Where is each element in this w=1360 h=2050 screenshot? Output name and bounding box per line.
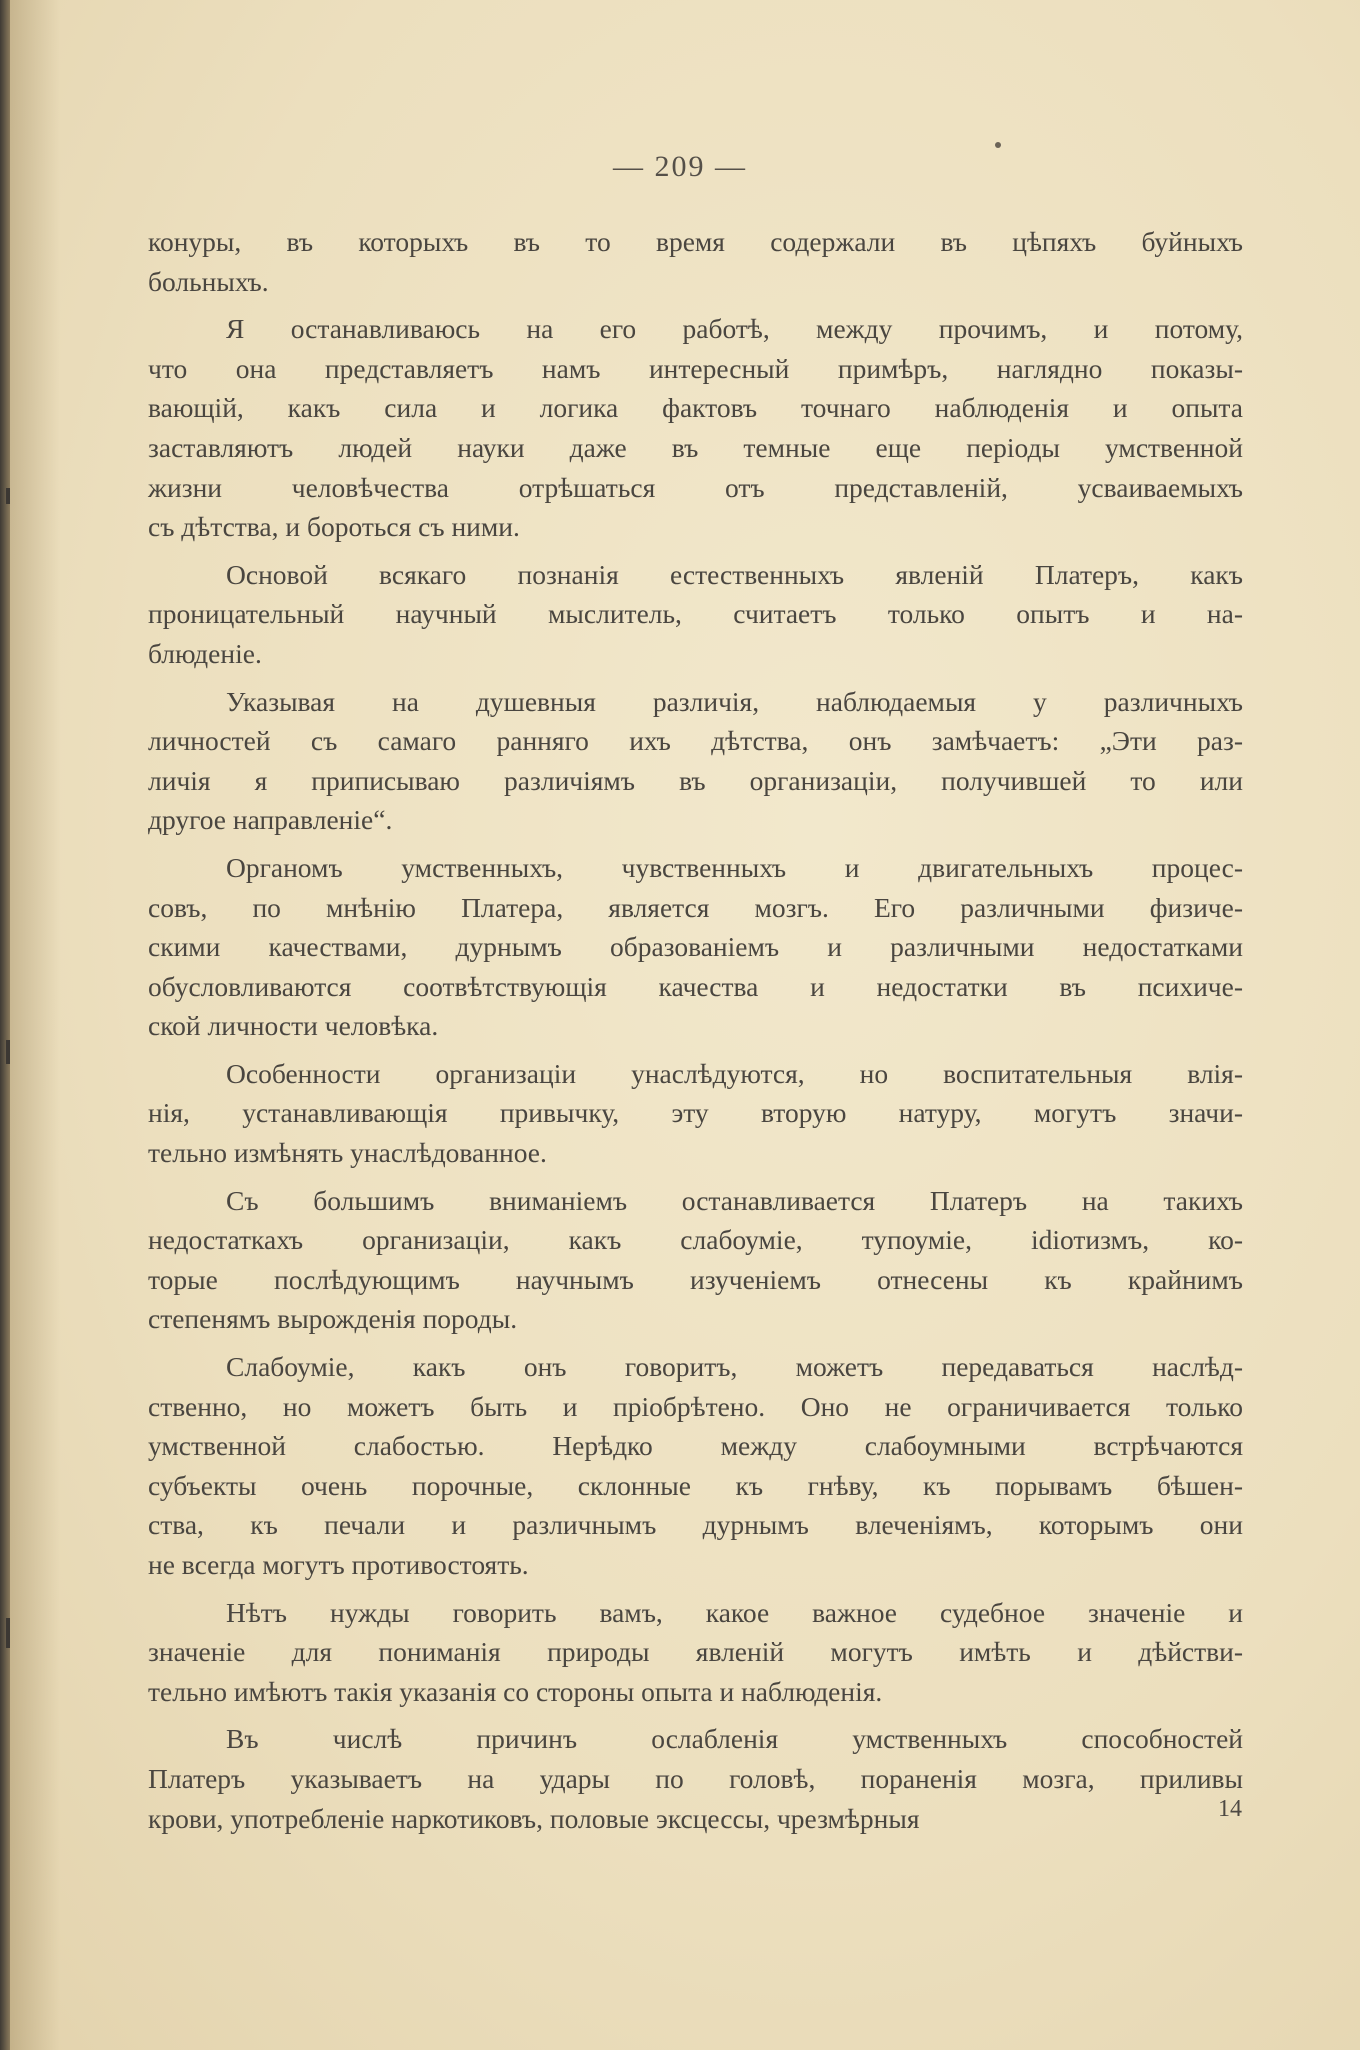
paragraph [148,555,1243,674]
margin-mark [6,1040,10,1064]
text-line: Нѣтъ нужды говорить вамъ, какое важное судебное значеніе и [226,1596,1243,1628]
text-line: обусловливаются соотвѣтствующія качества и недостатки въ психиче- [148,970,1243,1002]
paragraph-gap [148,1711,1243,1719]
paragraph-gap [148,840,1243,848]
text-line: блюденіе. [148,637,262,669]
paragraph [148,1347,1243,1585]
paragraph [148,1181,1243,1339]
text-line: съ дѣтства, и бороться съ ними. [148,511,520,543]
text-line: степенямъ вырожденія породы. [148,1303,518,1335]
binding-edge [0,0,10,2050]
text-line: торые послѣдующимъ научнымъ изученіемъ отнесены къ крайнимъ [148,1263,1243,1295]
paragraph-gap [148,1339,1243,1347]
text-line: недостаткахъ организаціи, какъ слабоуміе, тупоуміе, idiотизмъ, ко- [148,1224,1243,1256]
text-line: личностей съ самаго ранняго ихъ дѣтства, онъ замѣчаетъ: „Эти раз- [148,725,1243,757]
paragraph [148,1593,1243,1712]
text-line: заставляютъ людей науки даже въ темные еще періоды умственной [148,431,1243,463]
paragraph-gap [148,1046,1243,1054]
ink-spot [995,142,1001,148]
paragraph-gap [148,301,1243,309]
text-line: крови, употребленіе наркотиковъ, половые эксцессы, чрезмѣрныя [148,1802,920,1834]
text-line: Платеръ указываетъ на удары по головѣ, пораненія мозга, приливы [148,1762,1243,1794]
text-line: жизни человѣчества отрѣшаться отъ представленій, усваиваемыхъ [148,471,1243,503]
text-line: Основой всякаго познанія естественныхъ явленій Платеръ, какъ [226,558,1243,590]
text-line: тельно измѣнять унаслѣдованное. [148,1137,547,1169]
paragraph [148,222,1243,301]
printer-signature-mark: 14 [1218,1796,1242,1822]
paragraph [148,309,1243,547]
text-line: субъекты очень порочные, склонные къ гнѣву, къ порывамъ бѣшен- [148,1469,1243,1501]
text-line: ственно, но можетъ быть и пріобрѣтено. Оно не ограничивается только [148,1390,1243,1422]
paragraph [148,1719,1243,1838]
text-line: совъ, по мнѣнію Платера, является мозгъ. Его различными физиче- [148,891,1243,923]
paragraph [148,682,1243,840]
text-line: ской личности человѣка. [148,1010,439,1042]
text-line: больныхъ. [148,265,269,297]
page-number-header: — 209 — [613,150,747,183]
paragraph-gap [148,674,1243,682]
text-line: не всегда могутъ противостоять. [148,1549,529,1580]
body-text [148,222,1243,1838]
text-line: Указывая на душевныя различія, наблюдаемыя у различныхъ [226,685,1243,717]
margin-mark [6,1618,10,1648]
text-line: Я останавливаюсь на его работѣ, между прочимъ, и потому, [226,313,1243,345]
text-line: тельно имѣютъ такія указанія со стороны опыта и наблюденія. [148,1675,883,1707]
text-line: ства, къ печали и различнымъ дурнымъ влеченіямъ, которымъ они [148,1509,1243,1541]
text-line: умственной слабостью. Нерѣдко между слабоумными встрѣчаются [148,1430,1243,1462]
paragraph-gap [148,547,1243,555]
paragraph [148,848,1243,1046]
text-line: вающій, какъ сила и логика фактовъ точнаго наблюденія и опыта [148,392,1243,424]
text-line: Особенности организаціи унаслѣдуются, но воспитательныя влія- [226,1057,1243,1089]
text-line: скими качествами, дурнымъ образованіемъ и различными недостатками [148,931,1243,963]
paragraph [148,1054,1243,1173]
text-line: личія я приписываю различіямъ въ организаціи, получившей то или [148,764,1243,796]
text-line: Слабоуміе, какъ онъ говоритъ, можетъ передаваться наслѣд- [226,1351,1243,1383]
margin-mark [6,488,10,504]
text-line: нія, устанавливающія привычку, эту вторую натуру, могутъ значи- [148,1097,1243,1129]
text-line: проницательный научный мыслитель, считаетъ только опытъ и на- [148,598,1243,630]
text-line: что она представляетъ намъ интересный примѣръ, наглядно показы- [148,352,1243,384]
text-line: другое направленіе“. [148,804,393,836]
paragraph-gap [148,1173,1243,1181]
paragraph-gap [148,1585,1243,1593]
text-line: конуры, въ которыхъ въ то время содержали въ цѣпяхъ буйныхъ [148,226,1243,257]
text-line: Съ большимъ вниманіемъ останавливается Платеръ на такихъ [226,1184,1243,1216]
text-line: значеніе для пониманія природы явленій могутъ имѣть и дѣйстви- [148,1636,1243,1668]
text-line: Органомъ умственныхъ, чувственныхъ и двигательныхъ процес- [226,851,1243,883]
text-line: Въ числѣ причинъ ослабленія умственныхъ способностей [226,1723,1243,1755]
